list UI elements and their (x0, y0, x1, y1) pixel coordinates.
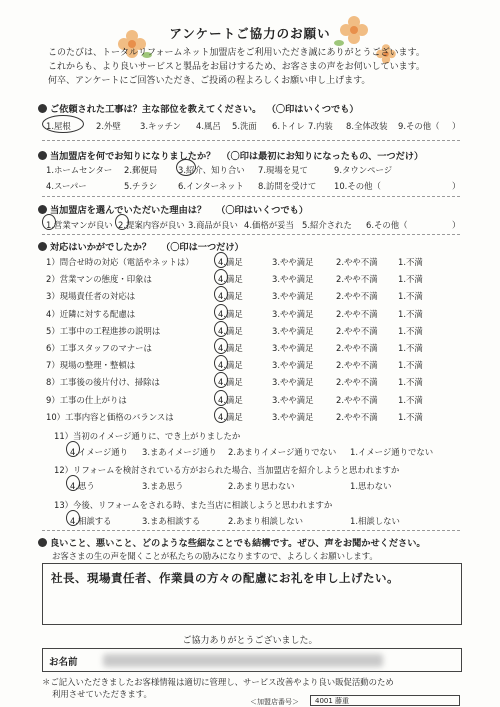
rating-option[interactable]: 4.満足 (218, 360, 243, 371)
rating-option[interactable]: 3.やや満足 (272, 291, 314, 302)
rating-option[interactable]: 1.不満 (398, 377, 423, 388)
q1-opt-bath[interactable]: 4.風呂 (196, 121, 221, 131)
rating-option[interactable]: 1.不満 (398, 274, 423, 285)
page-title: アンケートご協力のお願い (169, 26, 331, 41)
rating-row-question: 4）近隣に対する配慮は (46, 308, 136, 319)
q1-opt-other-close: ） (452, 121, 461, 131)
rating-option[interactable]: 3.やや満足 (272, 325, 314, 336)
q2-opt-visit[interactable]: 8.訪問を受けて (258, 181, 317, 191)
q3-opt-other-close: ） (452, 220, 461, 230)
q2-opt-postoffice[interactable]: 2.郵便局 (124, 165, 158, 175)
q11-question: 11）当初のイメージ通りに、でき上がりましたか (54, 431, 241, 441)
rating-option[interactable]: 1.不満 (398, 308, 423, 319)
q12-opt-1[interactable]: 1.思わない (350, 481, 392, 491)
rating-answer-circle (214, 321, 228, 337)
q11-answer-circle (66, 441, 80, 457)
divider (42, 196, 460, 197)
rating-option[interactable]: 4.満足 (218, 291, 243, 302)
comments-handwritten: 社長、現場責任者、作業員の方々の配慮にお礼を申し上げたい。 (51, 571, 399, 585)
q1-opt-other[interactable]: 9.その他（ (398, 121, 440, 131)
comments-prompt-1: 良いこと、悪いこと、どのような些細なことでも結構です。ぜひ、声をお聞かせください。 (38, 535, 426, 549)
rating-option[interactable]: 1.不満 (398, 394, 423, 405)
rating-option[interactable]: 3.やや満足 (272, 343, 314, 353)
rating-option[interactable]: 1.不満 (398, 325, 423, 336)
q2-answer-circle (176, 159, 196, 176)
store-number-box (310, 695, 460, 706)
q13-opt-4[interactable]: 4.相談する (70, 516, 112, 526)
q3-answer-circle-1 (42, 214, 56, 230)
q2-opt-townpage[interactable]: 9.タウンページ (334, 165, 393, 175)
q1-answer-circle (42, 115, 84, 133)
q3-opt-product[interactable]: 3.商品が良い (188, 220, 238, 230)
rating-row-question: 7）現場の整理・整頓は (46, 360, 136, 371)
rating-option[interactable]: 2.やや不満 (336, 325, 378, 336)
name-label: お名前 (49, 657, 78, 668)
q2-opt-other[interactable]: 10.その他（ (334, 181, 381, 191)
divider (42, 234, 460, 235)
rating-row-question: 1）問合せ時の対応（電話やネットは） (46, 257, 194, 267)
rating-option[interactable]: 3.やや満足 (272, 360, 314, 371)
rating-option[interactable]: 3.やや満足 (272, 394, 314, 405)
q2-question: 当加盟店を何でお知りになりましたか？ （〇印は最初にお知りになったもの、一つだけ） (38, 148, 423, 162)
q3-opt-referred[interactable]: 5.紹介された (302, 220, 352, 230)
rating-option[interactable]: 1.不満 (398, 257, 423, 267)
q2-opt-other-close: ） (452, 181, 461, 191)
rating-option[interactable]: 4.満足 (218, 308, 243, 319)
q12-opt-2[interactable]: 2.あまり思わない (228, 481, 295, 491)
rating-option[interactable]: 2.やや不満 (336, 411, 378, 422)
rating-option[interactable]: 2.やや不満 (336, 377, 378, 388)
intro-line-3: 何卒、アンケートにご回答いただき、ご投函の程よろしくお願い申し上げます。 (48, 76, 371, 86)
q1-question: ご依頼された工事は？主な部位を教えてください。 （〇印はいくつでも） (38, 101, 359, 115)
rating-row-question: 6）工事スタッフのマナーは (46, 343, 152, 353)
rating-option[interactable]: 3.やや満足 (272, 274, 314, 285)
q2-opt-internet[interactable]: 6.インターネット (178, 181, 244, 191)
rating-option[interactable]: 4.満足 (218, 325, 243, 336)
intro-line-2: これからも、より良いサービスと製品をお届けするため、お客さまの声をお伺いしています。 (48, 62, 425, 72)
rating-option[interactable]: 3.やや満足 (272, 411, 314, 422)
q1-opt-washroom[interactable]: 5.洗面 (232, 121, 257, 131)
q1-opt-kitchen[interactable]: 3.キッチン (140, 121, 181, 131)
rating-option[interactable]: 3.やや満足 (272, 377, 314, 388)
rating-option[interactable]: 2.やや不満 (336, 394, 378, 405)
rating-answer-circle (214, 338, 228, 354)
rating-row-question: 9）工事の仕上がりは (46, 394, 127, 405)
rating-option[interactable]: 2.やや不満 (336, 308, 378, 319)
rating-option[interactable]: 4.満足 (218, 377, 243, 388)
rating-option[interactable]: 2.やや不満 (336, 291, 378, 302)
rating-answer-circle (214, 252, 228, 268)
q11-opt-4[interactable]: 4.イメージ通り (70, 447, 128, 457)
divider (42, 140, 460, 141)
rating-answer-circle (214, 407, 228, 423)
rating-option[interactable]: 4.満足 (218, 274, 243, 285)
intro-line-1: このたびは、トータルリフォームネット加盟店をご利用いただき誠にありがとうございます。 (48, 48, 425, 58)
q13-opt-1[interactable]: 1.相談しない (350, 516, 400, 526)
rating-answer-circle (214, 304, 228, 320)
rating-option[interactable]: 3.やや満足 (272, 257, 314, 267)
rating-row-question: 10）工事内容と価格のバランスは (46, 411, 174, 422)
store-label: ＜加盟店番号＞ (250, 698, 299, 706)
rating-option[interactable]: 1.不満 (398, 291, 423, 302)
q2-opt-referral[interactable]: 3.紹介、知り合い (178, 165, 245, 175)
q13-opt-3[interactable]: 3.まあ相談する (142, 516, 201, 526)
q3-answer-circle-2 (115, 214, 129, 230)
q13-question: 13）今後、リフォームをされる時、また当店に相談しようと思われますか (54, 500, 333, 510)
q3-opt-proposal[interactable]: 2.提案内容が良い (118, 220, 185, 230)
rating-option[interactable]: 4.満足 (218, 257, 243, 267)
q12-question: 12）リフォームを検討されている方がおられた場合、当加盟店を紹介しようと思われますか (54, 465, 400, 475)
q13-answer-circle (66, 510, 80, 526)
comments-prompt-2: お客さまの生の声を聞くことが私たちの励みになりますので、よろしくお願いします。 (52, 551, 378, 561)
store-number: 4001 藤重 (315, 697, 350, 705)
q2-opt-homecenter[interactable]: 1.ホームセンター (46, 165, 113, 175)
rating-answer-circle (214, 390, 228, 406)
q1-opt-toilet[interactable]: 6.トイレ (272, 121, 305, 131)
rating-option[interactable]: 1.不満 (398, 343, 423, 353)
q3-opt-salesman[interactable]: 1.営業マンが良い (46, 220, 113, 230)
q12-answer-circle (66, 475, 80, 491)
q4-question: 対応はいかがでしたか？ （〇印は一つだけ） (38, 239, 244, 253)
rating-option[interactable]: 1.不満 (398, 360, 423, 371)
name-redacted (103, 654, 383, 667)
q3-opt-other[interactable]: 6.その他（ (366, 220, 408, 230)
q11-opt-2[interactable]: 2.あまりイメージ通りでない (228, 447, 337, 457)
q2-opt-supermarket[interactable]: 4.スーパー (46, 181, 87, 191)
q3-question: 当加盟店を選んでいただいた理由は？ （〇印はいくつでも） (38, 202, 308, 216)
q1-opt-roof[interactable]: 1.屋根 (46, 121, 71, 131)
rating-option[interactable]: 4.満足 (218, 394, 243, 405)
rating-row-question: 3）現場責任者の対応は (46, 291, 136, 302)
rating-row-question: 8）工事後の後片付け、掃除は (46, 377, 160, 388)
thanks-text: ご協力ありがとうございました。 (182, 636, 318, 646)
rating-row-question: 5）工事中の工程進捗の説明は (46, 325, 161, 336)
rating-option[interactable]: 2.やや不満 (336, 360, 378, 371)
q1-opt-interior[interactable]: 7.内装 (308, 121, 333, 131)
rating-option[interactable]: 1.不満 (398, 411, 423, 422)
comments-box[interactable] (42, 563, 462, 625)
rating-option[interactable]: 2.やや不満 (336, 343, 378, 353)
rating-option[interactable]: 4.満足 (218, 411, 243, 422)
q12-opt-4[interactable]: 4.思う (70, 481, 95, 491)
privacy-note-2: 利用させていただきます。 (52, 689, 152, 699)
privacy-note-1: ＊ご記入いただきましたお客様情報は適切に管理し、サービス改善やより良い販促活動のため (42, 677, 394, 687)
q2-opt-site[interactable]: 7.現場を見て (258, 165, 308, 175)
q2-opt-flyer[interactable]: 5.チラシ (124, 181, 158, 191)
rating-option[interactable]: 3.やや満足 (272, 308, 314, 319)
q1-opt-full[interactable]: 8.全体改装 (346, 121, 388, 131)
q13-opt-2[interactable]: 2.あまり相談しない (228, 516, 303, 526)
q1-opt-wall[interactable]: 2.外壁 (96, 121, 121, 131)
q3-opt-price[interactable]: 4.価格が妥当 (244, 220, 294, 230)
rating-option[interactable]: 2.やや不満 (336, 274, 378, 285)
rating-option[interactable]: 4.満足 (218, 343, 243, 353)
name-field[interactable] (42, 648, 462, 672)
rating-row-question: 2）営業マンの態度・印象は (46, 274, 152, 285)
rating-option[interactable]: 2.やや不満 (336, 257, 378, 267)
q12-opt-3[interactable]: 3.まあ思う (142, 481, 184, 491)
q11-opt-1[interactable]: 1.イメージ通りでない (350, 447, 434, 457)
divider (42, 530, 460, 531)
q11-opt-3[interactable]: 3.まあイメージ通り (142, 447, 217, 457)
